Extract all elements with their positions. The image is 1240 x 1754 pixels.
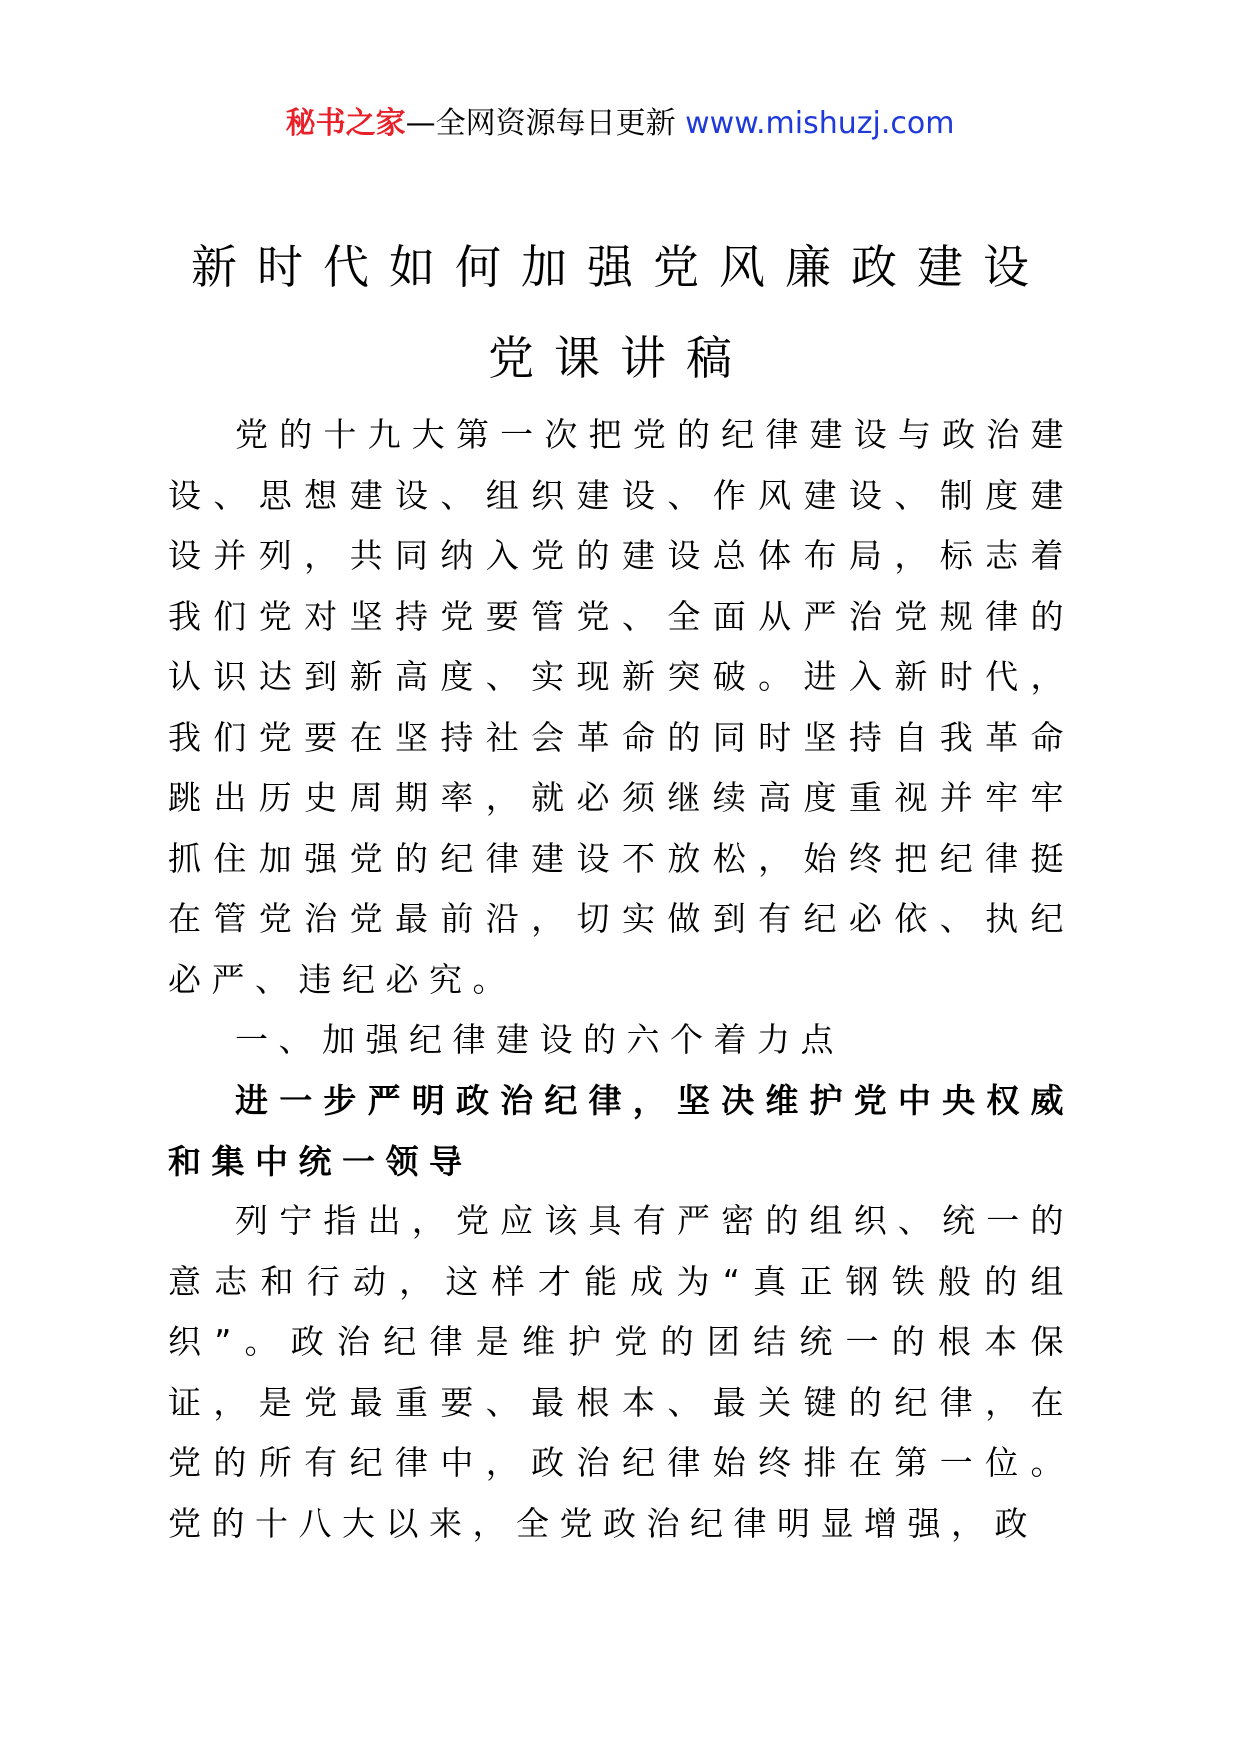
site-header	[0, 100, 1240, 148]
document-title-line-1: 新时代如何加强党风廉政建设	[191, 240, 1049, 294]
subsection-heading: 进一步严明政治纪律，坚决维护党中央权威和集中统一领导	[168, 1081, 1074, 1181]
site-url-link[interactable]: www.mishuzj.com	[685, 106, 955, 141]
section-heading: 一、加强纪律建设的六个着力点	[235, 1020, 844, 1059]
document-title-line-2: 党课讲稿	[488, 331, 752, 385]
site-tagline: —全网资源每日更新	[405, 106, 686, 141]
body-paragraph: 列宁指出，党应该具有严密的组织、统一的意志和行动，这样才能成为“真正钢铁般的组织”。政治纪律是维护党的团结统一的根本保证，是党最重要、最根本、最关键的纪律，在党的所有纪律中，政治纪律始终排在第一位。党的十八大以来，全党政治纪律明显增强，政	[168, 1201, 1074, 1543]
intro-paragraph: 党的十九大第一次把党的纪律建设与政治建设、思想建设、组织建设、作风建设、制度建设并列，共同纳入党的建设总体布局，标志着我们党对坚持党要管党、全面从严治党规律的认识达到新高度、实现新突破。进入新时代，我们党要在坚持社会革命的同时坚持自我革命跳出历史周期率，就必须继续高度重视并牢牢抓住加强党的纪律建设不放松，始终把纪律挺在管党治党最前沿，切实做到有纪必依、执纪必严、违纪必究。	[168, 415, 1074, 999]
site-brand: 秘书之家	[285, 106, 406, 141]
